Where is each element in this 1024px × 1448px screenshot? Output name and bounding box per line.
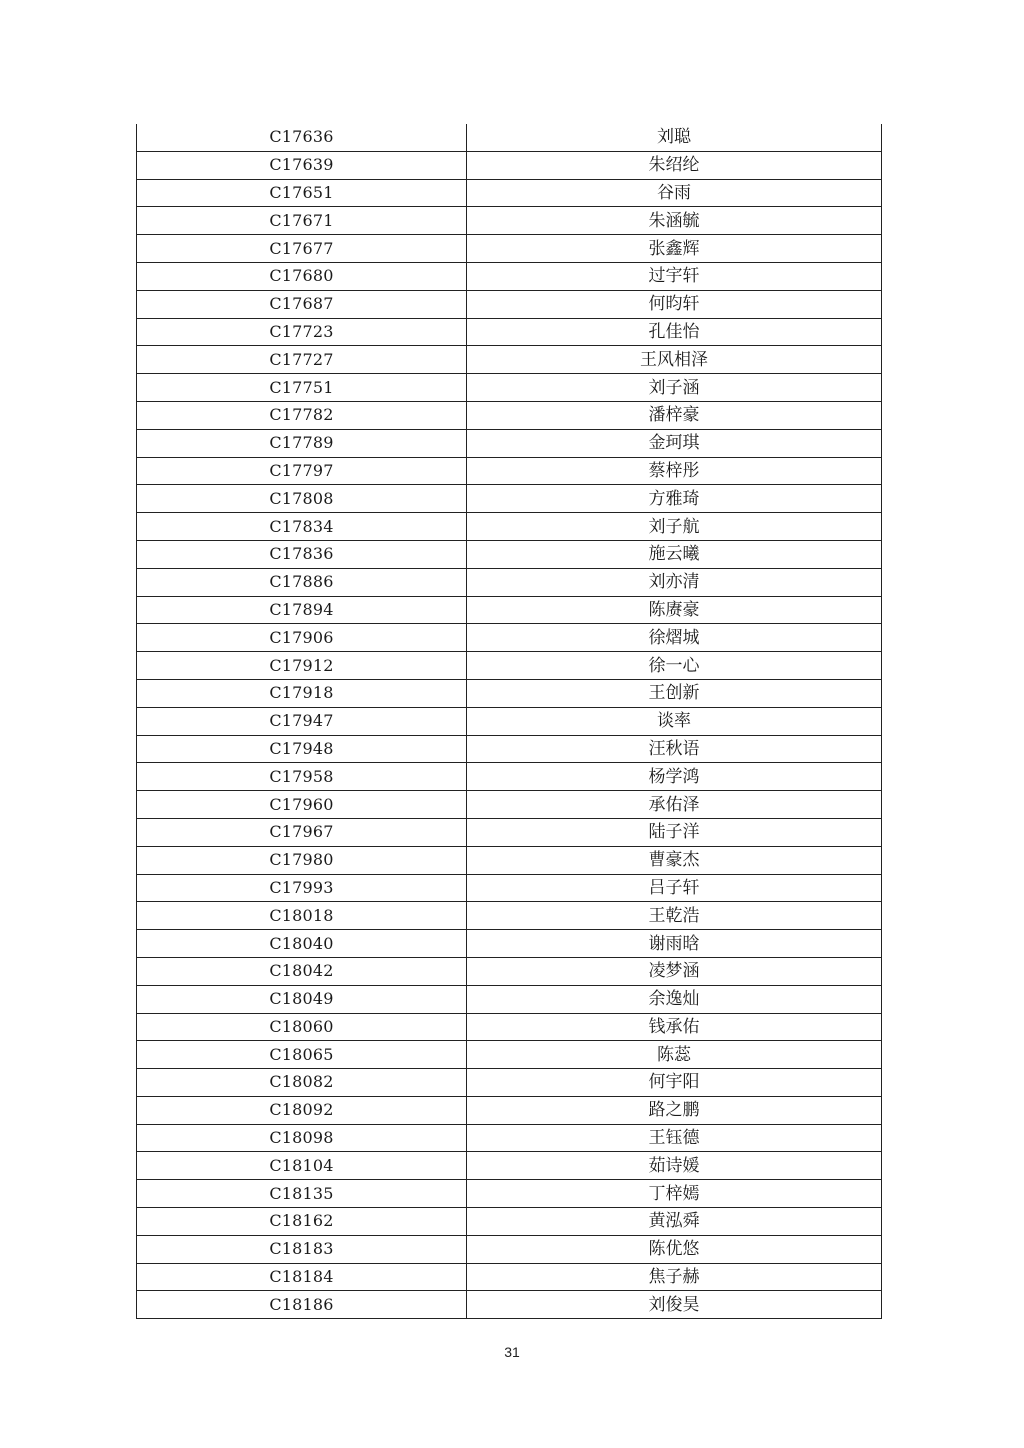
- student-id-cell: C17639: [137, 151, 467, 179]
- student-id-cell: C17636: [137, 124, 467, 151]
- student-id-cell: C17671: [137, 207, 467, 235]
- table-row: [137, 930, 882, 958]
- table-row: [137, 401, 882, 429]
- student-id-cell: C17967: [137, 818, 467, 846]
- student-id-cell: C17808: [137, 485, 467, 513]
- table-row: [137, 1152, 882, 1180]
- student-name-cell: 孔佳怡: [467, 318, 882, 346]
- roster-table-body: [137, 124, 882, 1319]
- student-id-cell: C17912: [137, 652, 467, 680]
- table-row: [137, 429, 882, 457]
- table-row: [137, 818, 882, 846]
- student-name-cell: 王风相泽: [467, 346, 882, 374]
- table-row: [137, 235, 882, 263]
- student-id-cell: C17958: [137, 763, 467, 791]
- student-name-cell: 何宇阳: [467, 1069, 882, 1097]
- student-id-cell: C17836: [137, 540, 467, 568]
- table-row: [137, 791, 882, 819]
- student-name-cell: 焦子赫: [467, 1263, 882, 1291]
- student-name-cell: 徐一心: [467, 652, 882, 680]
- table-row: [137, 568, 882, 596]
- table-row: [137, 207, 882, 235]
- student-name-cell: 刘子涵: [467, 374, 882, 402]
- student-id-cell: C17727: [137, 346, 467, 374]
- table-row: [137, 1208, 882, 1236]
- student-id-cell: C17680: [137, 262, 467, 290]
- student-name-cell: 朱涵毓: [467, 207, 882, 235]
- student-name-cell: 钱承佑: [467, 1013, 882, 1041]
- student-id-cell: C17993: [137, 874, 467, 902]
- student-id-cell: C17906: [137, 624, 467, 652]
- table-row: [137, 763, 882, 791]
- student-id-cell: C17677: [137, 235, 467, 263]
- student-name-cell: 蔡梓彤: [467, 457, 882, 485]
- student-name-cell: 陈蕊: [467, 1041, 882, 1069]
- table-row: [137, 290, 882, 318]
- table-row: [137, 707, 882, 735]
- table-row: [137, 1124, 882, 1152]
- table-row: [137, 846, 882, 874]
- student-name-cell: 谈率: [467, 707, 882, 735]
- table-row: [137, 374, 882, 402]
- table-row: [137, 457, 882, 485]
- student-name-cell: 陈优悠: [467, 1235, 882, 1263]
- student-id-cell: C17894: [137, 596, 467, 624]
- student-id-cell: C17782: [137, 401, 467, 429]
- table-row: [137, 679, 882, 707]
- student-name-cell: 刘亦清: [467, 568, 882, 596]
- student-name-cell: 黄泓舜: [467, 1208, 882, 1236]
- table-row: [137, 262, 882, 290]
- student-name-cell: 谢雨晗: [467, 930, 882, 958]
- student-id-cell: C17886: [137, 568, 467, 596]
- student-name-cell: 凌梦涵: [467, 957, 882, 985]
- student-name-cell: 施云曦: [467, 540, 882, 568]
- student-id-cell: C18186: [137, 1291, 467, 1319]
- student-name-cell: 路之鹏: [467, 1096, 882, 1124]
- student-name-cell: 刘聪: [467, 124, 882, 151]
- student-name-cell: 汪秋语: [467, 735, 882, 763]
- table-row: [137, 652, 882, 680]
- student-id-cell: C18135: [137, 1180, 467, 1208]
- student-id-cell: C18162: [137, 1208, 467, 1236]
- roster-table: [136, 124, 882, 1319]
- student-name-cell: 吕子轩: [467, 874, 882, 902]
- student-id-cell: C18018: [137, 902, 467, 930]
- table-row: [137, 874, 882, 902]
- student-name-cell: 杨学鸿: [467, 763, 882, 791]
- student-id-cell: C18183: [137, 1235, 467, 1263]
- table-row: [137, 1235, 882, 1263]
- student-name-cell: 陈赓豪: [467, 596, 882, 624]
- student-id-cell: C17948: [137, 735, 467, 763]
- table-row: [137, 1041, 882, 1069]
- student-name-cell: 徐熠城: [467, 624, 882, 652]
- table-row: [137, 902, 882, 930]
- student-id-cell: C17960: [137, 791, 467, 819]
- student-name-cell: 过宇轩: [467, 262, 882, 290]
- student-id-cell: C17789: [137, 429, 467, 457]
- student-id-cell: C18065: [137, 1041, 467, 1069]
- table-row: [137, 1096, 882, 1124]
- student-id-cell: C17751: [137, 374, 467, 402]
- student-name-cell: 何昀轩: [467, 290, 882, 318]
- student-name-cell: 王乾浩: [467, 902, 882, 930]
- table-row: [137, 596, 882, 624]
- table-row: [137, 124, 882, 151]
- table-row: [137, 985, 882, 1013]
- student-id-cell: C17723: [137, 318, 467, 346]
- student-name-cell: 王创新: [467, 679, 882, 707]
- student-name-cell: 方雅琦: [467, 485, 882, 513]
- student-id-cell: C18184: [137, 1263, 467, 1291]
- student-id-cell: C18104: [137, 1152, 467, 1180]
- student-name-cell: 曹豪杰: [467, 846, 882, 874]
- student-name-cell: 丁梓嫣: [467, 1180, 882, 1208]
- student-id-cell: C17651: [137, 179, 467, 207]
- student-id-cell: C17687: [137, 290, 467, 318]
- student-id-cell: C18082: [137, 1069, 467, 1097]
- student-id-cell: C17918: [137, 679, 467, 707]
- student-name-cell: 朱绍纶: [467, 151, 882, 179]
- table-row: [137, 346, 882, 374]
- student-id-cell: C17980: [137, 846, 467, 874]
- table-row: [137, 624, 882, 652]
- student-name-cell: 陆子洋: [467, 818, 882, 846]
- student-name-cell: 张鑫辉: [467, 235, 882, 263]
- student-id-cell: C18092: [137, 1096, 467, 1124]
- table-row: [137, 735, 882, 763]
- student-id-cell: C18042: [137, 957, 467, 985]
- student-name-cell: 茹诗媛: [467, 1152, 882, 1180]
- student-name-cell: 潘梓豪: [467, 401, 882, 429]
- table-row: [137, 1263, 882, 1291]
- table-row: [137, 1180, 882, 1208]
- student-id-cell: C17947: [137, 707, 467, 735]
- student-name-cell: 刘子航: [467, 513, 882, 541]
- student-name-cell: 余逸灿: [467, 985, 882, 1013]
- table-row: [137, 540, 882, 568]
- table-row: [137, 957, 882, 985]
- student-id-cell: C18040: [137, 930, 467, 958]
- table-row: [137, 179, 882, 207]
- table-row: [137, 318, 882, 346]
- page-number: 31: [504, 1344, 520, 1360]
- student-name-cell: 金珂琪: [467, 429, 882, 457]
- student-name-cell: 刘俊昊: [467, 1291, 882, 1319]
- table-row: [137, 513, 882, 541]
- student-name-cell: 谷雨: [467, 179, 882, 207]
- table-row: [137, 151, 882, 179]
- table-row: [137, 485, 882, 513]
- student-name-cell: 承佑泽: [467, 791, 882, 819]
- student-id-cell: C18049: [137, 985, 467, 1013]
- student-name-cell: 王钰德: [467, 1124, 882, 1152]
- student-id-cell: C18060: [137, 1013, 467, 1041]
- table-row: [137, 1291, 882, 1319]
- student-id-cell: C17797: [137, 457, 467, 485]
- table-row: [137, 1069, 882, 1097]
- table-row: [137, 1013, 882, 1041]
- student-id-cell: C18098: [137, 1124, 467, 1152]
- student-id-cell: C17834: [137, 513, 467, 541]
